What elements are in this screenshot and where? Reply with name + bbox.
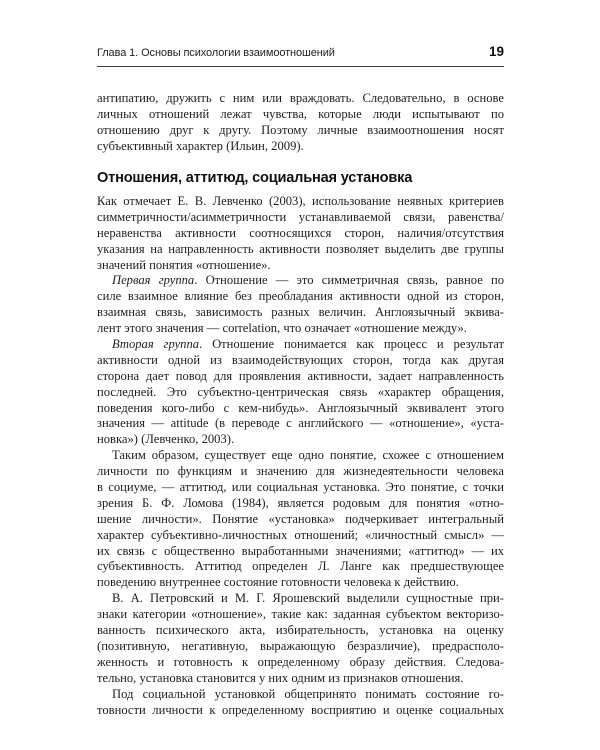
text-line: зрения Б. Ф. Ломова (1984), является родовым для понятия «отно- xyxy=(97,495,504,510)
text-line: Под социальной установкой общепринято понимать состояние го- xyxy=(112,686,504,701)
top-paragraph xyxy=(97,91,504,155)
paragraph-first-group xyxy=(97,273,504,337)
header-rule xyxy=(97,66,504,67)
text-line: лент этого значения — correlation, что означает «отношение между». xyxy=(97,321,467,336)
group-label: Первая группа xyxy=(112,273,195,288)
text-line: новка») (Левченко, 2003). xyxy=(97,432,235,447)
section-body xyxy=(97,194,504,718)
text-line: В. А. Петровский и М. Г. Ярошевский выделили сущностные при- xyxy=(112,591,504,606)
text-line: знаки категории «отношение», такие как: заданная субъектом векторизо- xyxy=(97,607,504,622)
text-line: взаимная связь, зависимость разных величин. Англоязычный эквива- xyxy=(97,305,504,320)
text-line: шение личности». Понятие «установка» подчеркивает интегральный xyxy=(97,511,504,526)
text-line: поведению внутреннее состояние готовности человека к действию. xyxy=(97,575,459,590)
text-line: женность и готовность к определенному образу действия. Следова- xyxy=(97,654,504,669)
text-line: отношению друг к другу. Поэтому личные взаимоотношения носят xyxy=(97,122,504,137)
paragraph-final xyxy=(97,687,504,719)
text-line: Первая группа. Отношение — это симметричная связь, равное по xyxy=(112,273,505,288)
page-number: 19 xyxy=(488,44,504,59)
chapter-title: Глава 1. Основы психологии взаимоотношений xyxy=(97,47,335,59)
text-line: Вторая группа. Отношение понимается как процесс и результат xyxy=(112,337,504,352)
text-line: Как отмечает Е. В. Левченко (2003), использование неявных критериев xyxy=(97,194,504,208)
paragraph-petrovsky xyxy=(97,591,504,686)
paragraph-intro xyxy=(97,194,504,273)
text-line: указания на направленность активности позволяет выделить две группы xyxy=(97,241,504,256)
text-line: субъективность. Аттитюд определен Л. Ланге как предшествующее xyxy=(97,559,504,574)
text-line: характер субъективно-личностных отношений; «личностный смысл» — xyxy=(97,527,504,542)
group-label: Вторая группа xyxy=(112,337,200,352)
text-line: значений понятия «отношение». xyxy=(97,257,271,272)
text-line: силе взаимное влияние без преобладания активности одной из сторон, xyxy=(97,289,504,304)
text-line: Таким образом, существует еще одно понятие, схожее с отношением xyxy=(112,448,504,463)
text-line: личных отношений лежат чувства, которые люди испытывают по xyxy=(97,106,504,121)
text-line: симметричности/асимметричности устанавливаемой связи, равенства/ xyxy=(97,209,504,224)
text-line: в социуме, — аттитюд, или социальная установка. Это понятие, с точки xyxy=(97,480,504,495)
text-line: ванность психического акта, избирательность, установка на оценку xyxy=(97,623,504,638)
text-line: их связь с общественно выработанными значениями; «аттитюд» — их xyxy=(97,543,504,558)
text-line: поведения кого-либо с кем-нибудь». Англоязычный эквивалент этого xyxy=(97,400,504,415)
text-line: активности одной из взаимодействующих сторон, тогда как другая xyxy=(97,352,504,367)
section-heading: Отношения, аттитюд, социальная установка xyxy=(97,170,413,186)
text-line: антипатию, дружить с ним или враждовать. Следовательно, в основе xyxy=(97,91,504,105)
text-line: (позитивную, негативную, выражающую безразличие), предрасполо- xyxy=(97,638,504,653)
text-line: сторона дает повод для проявления активности, задает направленность xyxy=(97,368,504,383)
text-line: субъективный характер (Ильин, 2009). xyxy=(97,138,304,153)
paragraph-second-group xyxy=(97,337,504,448)
text-line: значения — attitude (в переводе с английского — «отношение», «уста- xyxy=(97,416,504,431)
text-line: товности личности к определенному восприятию и оценке социальных xyxy=(97,702,504,717)
text-line: последней. Это субъектно-центрическая связь «характер обращения, xyxy=(97,384,504,399)
text-line: неравенства активности соотносящихся сторон, наличия/отсутствия xyxy=(97,225,504,240)
paragraph-attitude xyxy=(97,448,504,591)
running-header xyxy=(97,44,504,64)
text-line: личности по функциям и значению для жизнедеятельности человека xyxy=(97,464,504,479)
text-line: тельно, установка становится у них одним из признаков отношения. xyxy=(97,670,464,685)
